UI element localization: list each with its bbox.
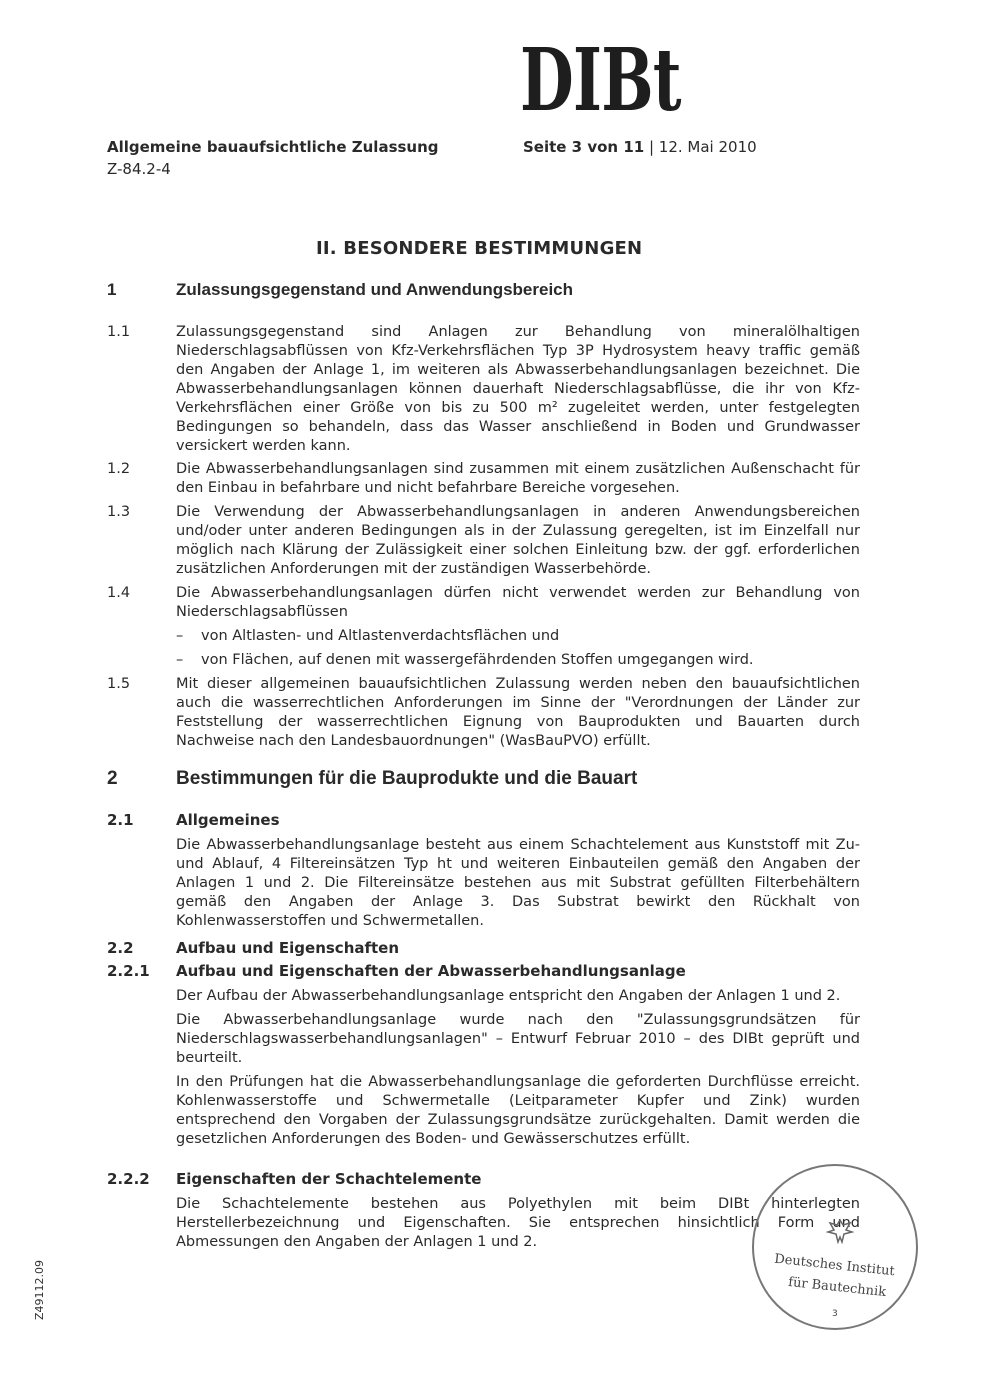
paragraph-1-3 <box>107 503 860 579</box>
section-title: Zulassungsgegenstand und Anwendungsbereich <box>176 280 574 299</box>
section-title: Bestimmungen für die Bauprodukte und die Bauart <box>176 768 638 789</box>
paragraph-text: Der Aufbau der Abwasserbehandlungsanlage entspricht den Angaben der Anlagen 1 und 2. <box>176 988 841 1004</box>
document-header-right <box>523 136 757 158</box>
section-number: 1 <box>107 280 117 299</box>
page-title: II. BESONDERE BESTIMMUNGEN <box>316 238 643 259</box>
seal-number: 3 <box>832 1309 838 1319</box>
paragraph-number: 1.4 <box>107 585 131 601</box>
page-label: Seite 3 von 11 <box>523 138 645 156</box>
subsection-title: Aufbau und Eigenschaften <box>176 939 400 957</box>
paragraph-1-4 <box>107 584 860 670</box>
paragraph-1-1 <box>107 323 860 456</box>
subsection-number: 2.2 <box>107 939 134 957</box>
paragraph-number: 1.2 <box>107 461 131 477</box>
seal-text-line-2: für Bautechnik <box>787 1274 887 1301</box>
paragraph-text: Die Abwasserbehandlungsanlagen dürfen nicht verwendet werden zur Behandlung von Niederschlagsabflüssen <box>176 585 860 620</box>
paragraph-1-2 <box>107 460 860 498</box>
paragraph-number: 1.1 <box>107 324 131 340</box>
document-type: Allgemeine bauaufsichtliche Zulassung <box>107 138 439 156</box>
section-number: 2 <box>107 768 118 789</box>
paragraph-text: Die Abwasserbehandlungsanlage wurde nach den "Zulassungsgrundsätzen für Niederschlagswasserbehandlungsanlagen" – Entwurf Februar 2010 – des DIBt geprüft und beurteilt. <box>176 1012 860 1066</box>
paragraph-text: Mit dieser allgemeinen bauaufsichtlichen Zulassung werden neben den bauaufsichtlichen auch die wasserrechtlichen Anforderungen im Sinne der "Verordnungen der Länder zur Feststellung der wasserrechtlichen Eignung von Bauprodukten und Bauarten durch Nachweise nach den Landesbauordnungen" (WasBauPVO) erfüllt. <box>176 676 860 749</box>
paragraph-text: Zulassungsgegenstand sind Anlagen zur Behandlung von mineralölhaltigen Niederschlagsabflüssen von Kfz-Verkehrsflächen Typ 3P Hydrosystem heavy traffic gemäß den Angaben der Anlage 1, im weiteren als Abwasserbehandlungsanlagen bezeichnet. Die Abwasserbehandlungsanlagen können dauerhaft Niederschlagsabflüsse, die ihr von Kfz-Verkehrsflächen einer Größe von bis zu 500 m² zugeleitet werden, unter festgelegten Bedingungen so behandeln, dass das Wasser anschließend in Boden und Grundwasser versickert werden kann. <box>176 324 860 454</box>
subsection-title: Eigenschaften der Schachtelemente <box>176 1170 482 1188</box>
header-separator: | <box>644 138 659 156</box>
subsection-number: 2.1 <box>107 811 134 829</box>
document-header-left <box>107 136 439 180</box>
dibt-logo: DIBt <box>520 30 681 131</box>
paragraph-number: 1.3 <box>107 504 131 520</box>
subsection-title: Aufbau und Eigenschaften der Abwasserbehandlungsanlage <box>176 962 686 980</box>
paragraph-text: Die Verwendung der Abwasserbehandlungsanlagen in anderen Anwendungsbereichen und/oder unter anderen Bedingungen als in der Zulassung geregelten, ist im Einzelfall nur möglich nach Klärung der Zulässigkeit einer solchen Einleitung bzw. der ggf. erforderlichen zusätzlichen Anforderungen mit der zuständigen Wasserbehörde. <box>176 504 860 577</box>
subsection-title: Allgemeines <box>176 811 280 829</box>
paragraph-text: Die Abwasserbehandlungsanlage besteht aus einem Schachtelement aus Kunststoff mit Zu- und Ablauf, 4 Filtereinsätzen Typ ht und weiteren Einbauteilen gemäß den Angaben der Anlagen 1 und 2. Die Filtereinsätze bestehen aus mit Substrat gefüllten Filterbehältern gemäß den Angaben der Anlage 3. Das Substrat bewirkt den Rückhalt von Kohlenwasserstoffen und Schwermetallen. <box>176 837 860 929</box>
list-item: – von Flächen, auf denen mit wassergefährdenden Stoffen umgegangen wird. <box>176 651 860 670</box>
subsection-number: 2.2.2 <box>107 1170 150 1188</box>
side-reference-code: Z49112.09 <box>33 1259 46 1320</box>
document-number: Z-84.2-4 <box>107 160 171 178</box>
paragraph-text: In den Prüfungen hat die Abwasserbehandlungsanlage die geforderten Durchflüsse erreicht. Kohlenwasserstoffe und Schwermetalle (Leitparameter Kupfer und Zink) wurden entsprechend den Vorgaben der Zulassungsgrundsätze zurückgehalten. Damit werden die gesetzlichen Anforderungen des Boden- und Gewässerschutzes erfüllt. <box>176 1074 860 1147</box>
paragraph-1-5 <box>107 675 860 751</box>
official-seal <box>752 1164 918 1330</box>
eagle-icon <box>826 1218 854 1244</box>
paragraph-2-1 <box>107 836 860 931</box>
list-item: – von Altlasten- und Altlastenverdachtsflächen und <box>176 627 860 646</box>
paragraph-2-2-2 <box>107 1195 860 1252</box>
paragraph-2-2-1 <box>107 987 860 1149</box>
seal-text-line-1: Deutsches Institut <box>773 1251 896 1280</box>
paragraph-number: 1.5 <box>107 676 131 692</box>
paragraph-text: Die Abwasserbehandlungsanlagen sind zusammen mit einem zusätzlichen Außenschacht für den Einbau in befahrbare und nicht befahrbare Bereiche vorgesehen. <box>176 461 860 496</box>
paragraph-text: Die Schachtelemente bestehen aus Polyethylen mit beim DIBt hinterlegten Herstellerbezeichnung und Eigenschaften. Sie entsprechen hinsichtlich Form und Abmessungen den Angaben der Anlagen 1 und 2. <box>176 1196 860 1250</box>
subsection-number: 2.2.1 <box>107 962 150 980</box>
document-date: 12. Mai 2010 <box>658 138 757 156</box>
